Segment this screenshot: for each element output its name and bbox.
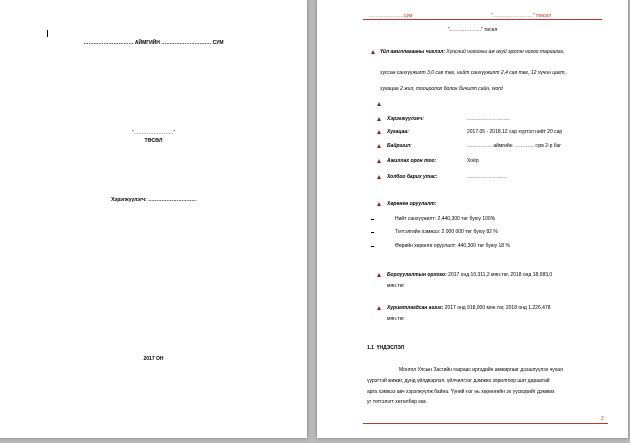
row-value-location: …………… аймгийн ………… сум 2-р баг (467, 143, 562, 149)
province-line: ………………………… АЙМГИЙН ………………………… СУМ (83, 40, 224, 46)
profit-text-2: мян.төг (387, 316, 405, 322)
proposal-dots: "……………………" (131, 130, 176, 136)
bullet-icon (371, 50, 375, 54)
row-value-staff: Хоёр (467, 158, 479, 164)
body-line-1: Монгол Улсын Засгийн газраас иргэдийн амжиргааг дээшлүүлэх чухал (399, 367, 563, 373)
funding-item-grant: Төтгэлгийн хэмжээ: 2 000 000 төг буюу 82 % (395, 229, 498, 235)
bullet-icon (377, 130, 381, 134)
dash-icon (371, 246, 374, 247)
applicant-line: Хэрэгжүүлэгч: ……………………….. (111, 197, 196, 203)
bullet-icon (377, 175, 381, 179)
bullet-icon (377, 117, 381, 121)
section-heading (367, 345, 404, 351)
body-line-2: үүрэгтэй жижиг, дунд үйлдвэрлэл, үйлчилгээг дэмжих зорилгоор шат дараатай (367, 378, 550, 384)
profit-label: Хуримтлагдсан ашиг: (387, 305, 444, 311)
activity-line-1 (380, 49, 565, 55)
sales-text-1: 2017 онд 10,311,2 мян.төг, 2018 онд 18,083,0 (448, 272, 553, 278)
page-number: 2 (601, 416, 604, 422)
header-rule (363, 19, 602, 20)
row-label-staff: Ажиллах орон тоо: (387, 158, 437, 164)
row-value-applicant: …………………….. (467, 116, 510, 122)
row-value-phone: …………………… (467, 174, 507, 180)
activity-text-2: хуссан санхүүжилт 3,0 сая төг, нийт санхүүжилт 2,4 сая төг, 12 хүчин цагт, (380, 70, 566, 76)
page-1 (0, 0, 307, 438)
row-label-applicant: Хэрэгжүүлэгч: (387, 116, 424, 122)
profit-text-1: 2017 онд 918,000 мян.төг, 2018 онд 1,226,478 (444, 305, 551, 311)
footer-rule (363, 423, 608, 424)
year-label: 2017 ОН (143, 356, 164, 362)
body-line-4: уг төтгэлэгт хөтөлбөр юм. (367, 399, 427, 405)
proposal-title: ТӨСӨЛ (144, 138, 163, 144)
row-label-location: Байршил: (387, 143, 412, 149)
row-label-phone: Холбоо барих утас: (387, 174, 438, 180)
activity-text-3: хугацаа 2 жил, тооцоолол болон бичилт сайн, word (380, 86, 503, 92)
doc-title: "………………." төсөл (447, 27, 498, 33)
bullet-icon (377, 102, 381, 106)
row-value-duration: 2017.05 - 2018.12 сар хүртэл нийт 20 сар (467, 129, 563, 135)
bullet-icon (377, 159, 381, 163)
sales-line-1 (387, 272, 552, 278)
row-label-duration: Хугацаа: (387, 129, 409, 135)
funding-item-own: Өөрийн хөрөнгө оруулалт: 440,300 төг буюу 18 % (395, 243, 510, 249)
section-number: 1.1 (367, 345, 374, 351)
bullet-icon (377, 144, 381, 148)
activity-label: Үйл ажиллагааны чиглэл: (380, 49, 445, 55)
funding-label: Хөрөнгө оруулалт: (387, 201, 437, 207)
profit-line-1 (387, 305, 550, 311)
sales-label: Борлуулалтын орлого: (387, 272, 447, 278)
page-2 (317, 0, 628, 438)
text-cursor (47, 30, 48, 37)
dash-icon (371, 232, 374, 233)
header-left: …………………сум (369, 13, 413, 19)
body-line-3: арга хэмжээ авч хэрэгжүүлж байна. Үүний нэг нь хөрөнгийн эх үүсвэрийг дэмжих (367, 389, 555, 395)
activity-text-1: Хүнсний ногооны аж ахуй эрхлэн ногоо тариалах, (446, 49, 565, 55)
dash-icon (371, 219, 374, 220)
bullet-icon (377, 202, 381, 206)
bullet-icon (377, 273, 381, 277)
header-right: "……………………" төсөл (491, 13, 551, 19)
funding-item-total: Нийт санхүүжилт: 2,440,300 төг буюу 100% (395, 216, 496, 222)
sales-text-2: мян.төг (387, 283, 405, 289)
bullet-icon (377, 306, 381, 310)
section-title: ҮНДЭСЛЭЛ (376, 345, 405, 351)
